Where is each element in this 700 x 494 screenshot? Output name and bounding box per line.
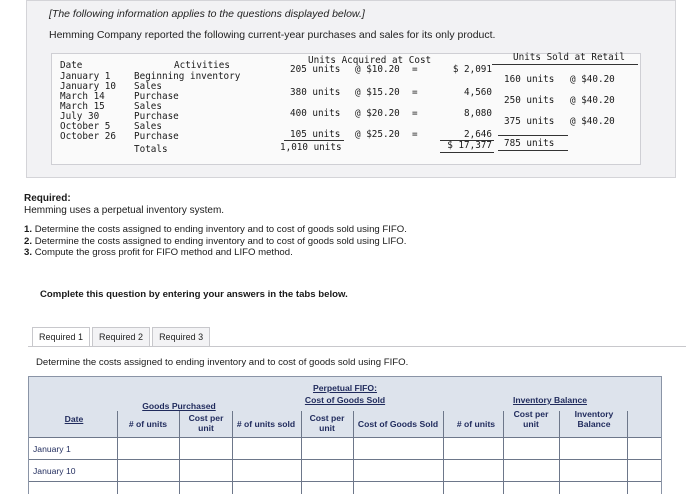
required-item-num: 1. [24,224,33,235]
required-item-num: 3. [24,247,33,258]
units-sold-input[interactable] [232,460,301,481]
acquired-units: 105 units [290,129,341,140]
required-tabs [32,327,212,346]
col-divider [301,411,302,437]
problem-info-card [26,0,676,178]
col-divider [179,411,180,437]
purchased-units-input[interactable] [117,460,179,481]
col-date: Date [64,414,84,424]
header-date: Date [60,60,83,71]
sold-price: @ $40.20 [570,95,615,106]
required-item [24,247,407,259]
sold-cost-input[interactable] [301,438,353,459]
purchased-cost-input[interactable] [179,438,232,459]
cogs-input[interactable] [353,460,443,481]
row-activity: Sales [134,121,162,132]
row-date: October 26 [60,131,116,142]
sold-price: @ $40.20 [570,74,615,85]
required-title: Required: [24,193,71,204]
col-divider [117,411,118,437]
acquired-units: 400 units [290,108,341,119]
sold-cost-input[interactable] [301,482,353,494]
equals: = [412,64,418,75]
complete-instructions: Complete this question by entering your answers in the tabs below. [40,289,348,300]
inventory-ledger-table [51,53,641,165]
required-list [24,224,407,259]
col-units-sold: # of units sold [236,419,296,429]
col-purchased-cost: Cost per unit [188,413,224,433]
total-units: 1,010 units [280,142,342,153]
inventory-cost-input[interactable] [503,460,559,481]
row-activity: Purchase [134,131,179,142]
units-sold-input[interactable] [232,482,301,494]
grid-extra-cell[interactable] [627,482,661,494]
totals-label: Totals [134,144,168,155]
tab-required-1[interactable]: Required 1 [32,327,90,346]
acquired-cost: @ $25.20 [355,129,400,140]
row-activity: Beginning inventory [134,71,241,82]
col-inventory-units: # of units [456,419,496,429]
tab-instruction: Determine the costs assigned to ending inventory and to cost of goods sold using FIFO. [36,357,409,368]
purchased-units-input[interactable] [117,482,179,494]
tab-required-3[interactable]: Required 3 [152,327,210,346]
inventory-units-input[interactable] [443,460,503,481]
total-sold-units: 785 units [504,138,555,149]
grid-title: Perpetual FIFO: [313,383,377,393]
sold-price: @ $40.20 [570,116,615,127]
equals: = [412,87,418,98]
inventory-balance-input[interactable] [559,438,627,459]
sold-total-underline [498,150,568,151]
col-divider [232,411,233,437]
inventory-balance-input[interactable] [559,460,627,481]
grid-row [29,459,661,481]
acquired-units: 380 units [290,87,341,98]
acquired-total: 4,560 [464,87,492,98]
col-purchased-units: # of units [128,419,168,429]
inventory-cost-input[interactable] [503,438,559,459]
row-date: July 30 [60,111,100,122]
grid-row [29,437,661,459]
grid-row [29,481,661,494]
row-date: March 14 [60,91,105,102]
inventory-cost-input[interactable] [503,482,559,494]
purchased-group-header: Goods Purchased [142,401,216,411]
tab-required-2[interactable]: Required 2 [92,327,150,346]
acquired-cost: @ $10.20 [355,64,400,75]
equals: = [412,108,418,119]
col-divider [503,411,504,437]
col-cogs: Cost of Goods Sold [357,419,439,429]
required-item [24,224,407,236]
purchased-cost-input[interactable] [179,460,232,481]
grid-extra-cell[interactable] [627,438,661,459]
header-activities: Activities [174,60,230,71]
sold-underline [498,135,568,136]
acquired-cost: @ $20.20 [355,108,400,119]
purchased-units-input[interactable] [117,438,179,459]
grid-row-date: January 1 [33,444,71,454]
col-divider [559,411,560,437]
col-inventory-balance: Inventory Balance [574,409,614,429]
col-divider [627,411,628,437]
required-item-text: Compute the gross profit for FIFO method and LIFO method. [34,247,293,258]
grid-row-date: January 10 [33,466,76,476]
total-double-underline [440,152,494,153]
row-date: October 5 [60,121,111,132]
required-item-text: Determine the costs assigned to ending inventory and to cost of goods sold using FIFO. [34,224,407,235]
inventory-balance-input[interactable] [559,482,627,494]
cogs-group-header: Cost of Goods Sold [304,395,386,405]
row-date: March 15 [60,101,105,112]
required-subtitle: Hemming uses a perpetual inventory system. [24,205,225,216]
required-item [24,236,407,248]
col-inventory-cost: Cost per unit [513,409,549,429]
row-activity: Purchase [134,111,179,122]
sold-cost-input[interactable] [301,460,353,481]
intro-text: [The following information applies to the questions displayed below.] [49,8,365,20]
inventory-units-input[interactable] [443,482,503,494]
acquired-total: $ 2,091 [452,64,492,75]
equals: = [412,129,418,140]
row-activity: Sales [134,81,162,92]
acquired-total: 2,646 [464,129,492,140]
col-sold-cost: Cost per unit [309,413,345,433]
row-date: January 10 [60,81,116,92]
fifo-answer-grid [28,376,662,494]
units-underline [284,140,344,141]
required-item-text: Determine the costs assigned to ending inventory and to cost of goods sold using LIFO. [34,235,407,247]
sold-units: 250 units [504,95,555,106]
required-item-num: 2. [24,235,33,247]
row-activity: Purchase [134,91,179,102]
acquired-total: 8,080 [464,108,492,119]
sold-units: 375 units [504,116,555,127]
cogs-input[interactable] [353,482,443,494]
header-rule [492,64,638,65]
company-description: Hemming Company reported the following current-year purchases and sales for its only product. [49,29,496,41]
row-activity: Sales [134,101,162,112]
header-units-sold: Units Sold at Retail [513,52,625,63]
grid-extra-cell[interactable] [627,460,661,481]
acquired-units: 205 units [290,64,341,75]
inventory-units-input[interactable] [443,438,503,459]
header-units-acquired: Units Acquired at Cost [308,55,432,66]
grand-total: $ 17,377 [447,140,492,151]
row-date: January 1 [60,71,111,82]
tab-divider [28,346,686,347]
cogs-input[interactable] [353,438,443,459]
inventory-group-header: Inventory Balance [512,395,588,405]
col-divider [443,411,444,437]
units-sold-input[interactable] [232,438,301,459]
col-divider [353,411,354,437]
acquired-cost: @ $15.20 [355,87,400,98]
purchased-cost-input[interactable] [179,482,232,494]
sold-units: 160 units [504,74,555,85]
